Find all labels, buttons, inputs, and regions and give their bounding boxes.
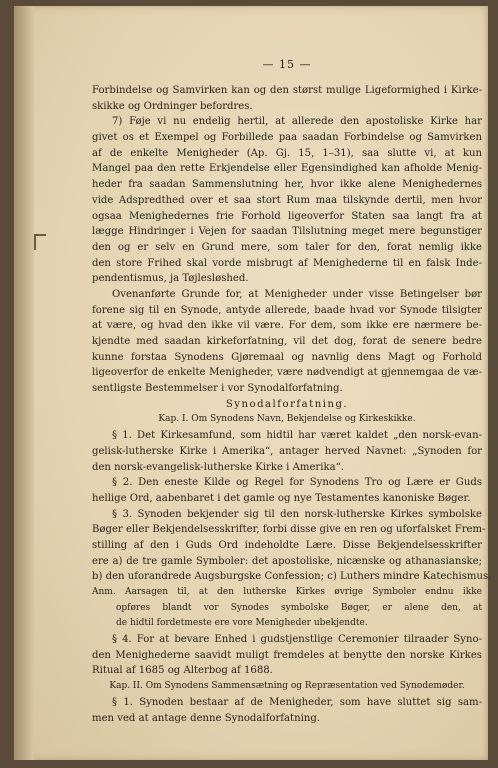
text-line: hellige Ord, aabenbaret i det gamle og nye Testamentes kanoniske Bøger. bbox=[92, 492, 471, 504]
text-line: Kap. I. Om Synodens Navn, Bekjendelse og Kirkeskikke. bbox=[158, 414, 416, 425]
text-line: 7) Føje vi nu endelig hertil, at allerede den apostoliske Kirke har bbox=[112, 116, 482, 128]
text-line: kjendte med saadan kirkeforfatning, vil det dog, forat de senere bedre bbox=[92, 336, 482, 347]
text-line: Mangel paa den rette Erkjendelse eller Egensindighed kan afholde Menig- bbox=[92, 163, 482, 175]
text-line: den norsk-evangelisk-lutherske Kirke i Amerika“. bbox=[92, 461, 344, 473]
text-line: lægge Hindringer i Vejen for saadan Tilslutning meget mere begunstiger bbox=[92, 226, 482, 238]
text-line: ligeoverfor de enkelte Menigheder, være nødvendigt at gjennemgaa de væ- bbox=[92, 367, 482, 379]
text-line: Ovenanførte Grunde for, at Menigheder under visse Betingelser bør bbox=[112, 288, 482, 300]
text-line: b) den uforandrede Augsburgske Confession; c) Luthers mindre Katechismus. bbox=[92, 571, 492, 583]
text-line: Synodalforfatning. bbox=[225, 398, 349, 410]
text-line: givet os et Exempel og Forbillede paa saadan Forbindelse og Samvirken bbox=[92, 132, 482, 144]
text-line: stilling af den i Guds Ord indeholdte Lære. Disse Bekjendelsesskrifter bbox=[92, 539, 482, 551]
text-line: vide Adspredthed over et saa stort Rum maa tilskyndе dertil, men hvor bbox=[92, 194, 482, 206]
text-line: forene sig til en Synode, antyde allerede, baade hvad vor Synode tilsigter bbox=[92, 304, 482, 316]
text-line: de hidtil fordetmeste ere vore Menigheder ubekjendte. bbox=[116, 618, 368, 629]
book-page bbox=[14, 6, 492, 760]
text-line: af de enkelte Menigheder (Ap. Gj. 15, 1–31), saa slutte vi, at kun bbox=[92, 147, 482, 159]
text-line: sentligste Bestemmelser i vor Synodalforfatning. bbox=[92, 383, 343, 395]
text-line: den og er selv en Grund mere, som taler for den, forat nemlig ikke bbox=[92, 241, 482, 253]
text-line: § 3. Synoden bekjender sig til den norsk-lutherske Kirkes symbolske bbox=[112, 508, 482, 520]
text-line: ere a) de tre gamle Symboler: det apostoliske, nicænske og athanasianske; bbox=[92, 555, 482, 567]
text-line: at være, og hvad den ikke vil være. For dem, som ikke ere nærmere be- bbox=[92, 320, 482, 332]
text-line: heder fra saadan Sammenslutning her, hvor ikke alene Menighedernes bbox=[92, 179, 482, 191]
text-line: pendentismus, ja Tøjlesløshed. bbox=[92, 273, 249, 285]
page-number: — 15 — bbox=[262, 58, 312, 71]
text-lines bbox=[92, 83, 492, 726]
page-text-block bbox=[92, 58, 492, 726]
text-line: ogsaa Menighedernes frie Forhold ligeoverfor Staten saa langt fra at bbox=[92, 210, 482, 222]
text-line: skikke og Ordninger befordres. bbox=[92, 100, 253, 112]
text-line: Kap. II. Om Synodens Sammensætning og Repræsentation ved Synodemøder. bbox=[109, 681, 465, 692]
text-line: § 1. Det Kirkesamfund, som hidtil har været kaldet „den norsk-evan- bbox=[112, 430, 482, 442]
page-margin-mark bbox=[34, 234, 46, 250]
text-line: gelisk-lutherske Kirke i Amerika“, antager herved Navnet: „Synoden for bbox=[92, 445, 482, 457]
text-line: § 1. Synoden bestaar af de Menigheder, som have sluttet sig sam- bbox=[112, 696, 482, 708]
page-spine-shadow bbox=[14, 6, 34, 760]
text-line: den store Frihed skal vorde misbrugt af Menighederne til en falsk Inde- bbox=[92, 257, 482, 269]
text-line: opføres blandt vor Synodes symbolske Bøger, er alene den, at bbox=[116, 602, 482, 613]
text-line: § 2. Den eneste Kilde og Regel for Synodens Tro og Lære er Guds bbox=[112, 477, 482, 489]
text-line: Ritual af 1685 og Alterbog af 1688. bbox=[92, 665, 273, 677]
text-line: kunne forstaa Synodens Gjøremaal og navnlig dens Magt og Forhold bbox=[92, 351, 482, 363]
text-line: Anm. Aarsagen til, at den lutherske Kirkes øvrige Symboler endnu ikke bbox=[92, 587, 482, 597]
text-line: den Menighederne saavidt muligt fremdeles at benytte den norske Kirkes bbox=[92, 649, 482, 661]
text-line: men ved at antage denne Synodalforfatning. bbox=[92, 712, 320, 724]
text-line: § 4. For at bevare Enhed i gudstjenstlige Ceremonier tilraader Syno- bbox=[112, 634, 482, 646]
text-line: Bøger eller Bekjendelsesskrifter, forbi disse give en ren og uforfalsket Frem- bbox=[92, 524, 486, 536]
text-line: Forbindelse og Samvirken kan og den størst mulige Ligeformighed i Kirke- bbox=[92, 85, 482, 96]
